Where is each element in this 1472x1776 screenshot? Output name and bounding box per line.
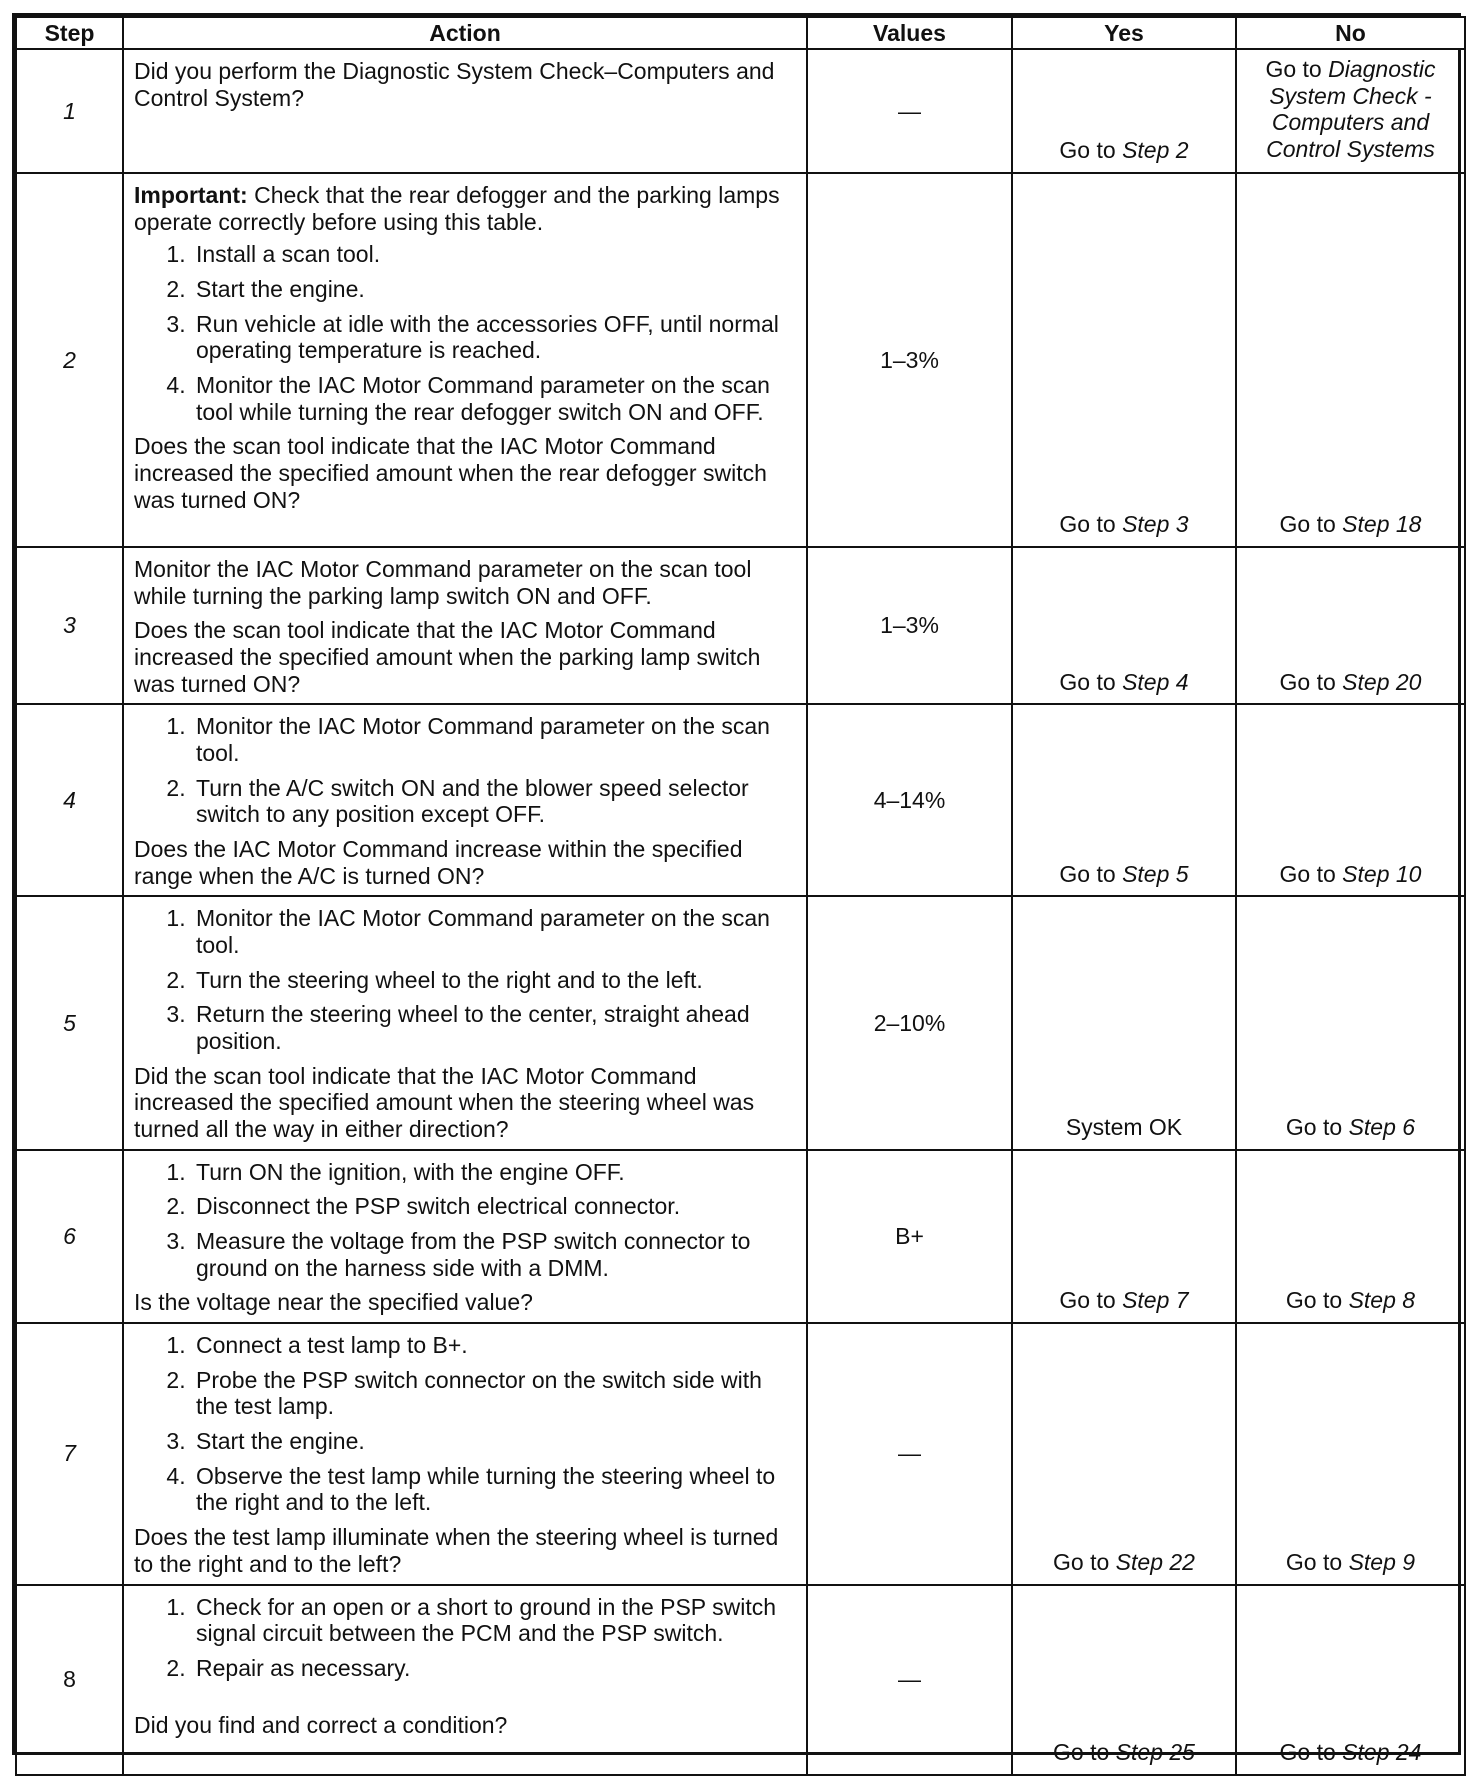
no-cell xyxy=(1236,1585,1465,1775)
no-cell xyxy=(1236,896,1465,1149)
header-no: No xyxy=(1236,17,1465,49)
step-number: 3 xyxy=(16,547,123,704)
no-prefix: Go to xyxy=(1285,1287,1349,1314)
header-row xyxy=(16,17,1465,49)
table-row xyxy=(16,1150,1465,1323)
yes-cell xyxy=(1012,1150,1236,1323)
no-cell xyxy=(1236,49,1465,173)
list-item: 2. Repair as necessary. xyxy=(192,1655,792,1682)
list-item: 2. Turn the A/C switch ON and the blower speed selector switch to any position except OFF. xyxy=(192,775,792,828)
no-cell xyxy=(1236,547,1465,704)
action-cell xyxy=(123,704,807,896)
list-item: 1. Monitor the IAC Motor Command parameter on the scan tool. xyxy=(192,713,792,766)
action-steps-list xyxy=(134,1159,792,1282)
no-prefix: Go to xyxy=(1279,1738,1343,1765)
yes-cell xyxy=(1012,1585,1236,1775)
table-row xyxy=(16,1585,1465,1775)
value-cell: — xyxy=(807,1323,1012,1584)
value-cell: — xyxy=(807,1585,1012,1775)
yes-step-link[interactable]: Step 5 xyxy=(1122,860,1189,887)
action-cell xyxy=(123,49,807,173)
diagnostic-table xyxy=(15,16,1466,1776)
step-number: 1 xyxy=(16,49,123,173)
value-cell: 1–3% xyxy=(807,173,1012,547)
action-cell xyxy=(123,896,807,1149)
list-item: 1. Connect a test lamp to B+. xyxy=(192,1332,792,1359)
list-item: 3. Return the steering wheel to the center, straight ahead position. xyxy=(192,1001,792,1054)
no-step-link[interactable]: Step 20 xyxy=(1342,668,1422,695)
action-question: Does the test lamp illuminate when the steering wheel is turned to the right and to the left? xyxy=(134,1524,779,1577)
yes-prefix: Go to xyxy=(1059,860,1123,887)
no-cell xyxy=(1236,1150,1465,1323)
yes-step-link[interactable]: Step 2 xyxy=(1122,137,1189,164)
no-step-link[interactable]: Step 6 xyxy=(1348,1114,1416,1141)
yes-cell xyxy=(1012,704,1236,896)
no-prefix: Go to xyxy=(1285,1114,1349,1141)
system-ok-text: System OK xyxy=(1065,1114,1183,1141)
action-intro: Monitor the IAC Motor Command parameter on the scan tool while turning the parking lamp switch ON and OFF. xyxy=(134,556,752,609)
header-action: Action xyxy=(123,17,807,49)
no-prefix: Go to xyxy=(1279,860,1343,887)
yes-step-link[interactable]: Step 25 xyxy=(1115,1738,1195,1765)
list-item: 2. Disconnect the PSP switch electrical connector. xyxy=(192,1193,792,1220)
header-step: Step xyxy=(16,17,123,49)
list-item: 1. Turn ON the ignition, with the engine OFF. xyxy=(192,1159,792,1186)
no-step-link[interactable]: Step 9 xyxy=(1348,1548,1416,1575)
no-cell xyxy=(1236,173,1465,547)
header-yes: Yes xyxy=(1012,17,1236,49)
important-note xyxy=(134,182,792,235)
yes-prefix: Go to xyxy=(1059,511,1123,538)
list-item: 3. Run vehicle at idle with the accessories OFF, until normal operating temperature is reached. xyxy=(192,311,792,364)
no-reference-link[interactable]: Diagnostic System Check - Computers and Control Systems xyxy=(1266,56,1436,163)
table-row xyxy=(16,49,1465,173)
no-cell xyxy=(1236,704,1465,896)
value-cell: B+ xyxy=(807,1150,1012,1323)
action-steps-list xyxy=(134,905,792,1054)
list-item: 1. Check for an open or a short to ground in the PSP switch signal circuit between the PCM and the PSP switch. xyxy=(192,1594,792,1647)
yes-prefix: Go to xyxy=(1059,1287,1123,1314)
no-step-link[interactable]: Step 8 xyxy=(1348,1287,1416,1314)
action-question: Is the voltage near the specified value? xyxy=(134,1289,533,1316)
yes-step-link[interactable]: Step 3 xyxy=(1122,511,1189,538)
header-values: Values xyxy=(807,17,1012,49)
action-cell xyxy=(123,1323,807,1584)
yes-cell xyxy=(1012,547,1236,704)
action-cell xyxy=(123,1585,807,1775)
value-cell: 2–10% xyxy=(807,896,1012,1149)
value-cell: 4–14% xyxy=(807,704,1012,896)
table-row xyxy=(16,1323,1465,1584)
step-number: 8 xyxy=(16,1585,123,1775)
action-steps-list xyxy=(134,241,792,425)
yes-step-link[interactable]: Step 22 xyxy=(1115,1548,1195,1575)
yes-step-link[interactable]: Step 7 xyxy=(1122,1287,1189,1314)
list-item: 2. Turn the steering wheel to the right and to the left. xyxy=(192,967,792,994)
important-text: Check that the rear defogger and the parking lamps operate correctly before using this table. xyxy=(134,182,780,235)
no-step-link[interactable]: Step 10 xyxy=(1342,860,1422,887)
step-number: 4 xyxy=(16,704,123,896)
action-intro: Did you perform the Diagnostic System Check–Computers and Control System? xyxy=(134,58,775,111)
diagnostic-table-sheet xyxy=(12,13,1461,1765)
no-cell xyxy=(1236,1323,1465,1584)
no-step-link[interactable]: Step 24 xyxy=(1342,1738,1422,1765)
no-prefix: Go to xyxy=(1279,668,1343,695)
table-row xyxy=(16,704,1465,896)
action-steps-list xyxy=(134,1594,792,1682)
list-item: 1. Monitor the IAC Motor Command parameter on the scan tool. xyxy=(192,905,792,958)
step-number: 5 xyxy=(16,896,123,1149)
yes-prefix: Go to xyxy=(1059,668,1123,695)
yes-prefix: Go to xyxy=(1053,1738,1116,1765)
list-item: 3. Start the engine. xyxy=(192,1428,792,1455)
action-steps-list xyxy=(134,713,792,828)
action-question: Does the scan tool indicate that the IAC Motor Command increased the specified amount when the parking lamp switch was turned ON? xyxy=(134,617,761,697)
list-item: 2. Start the engine. xyxy=(192,276,792,303)
list-item: 4. Monitor the IAC Motor Command parameter on the scan tool while turning the rear defogger switch ON and OFF. xyxy=(192,372,792,425)
value-cell: — xyxy=(807,49,1012,173)
important-label: Important: xyxy=(134,182,248,208)
yes-cell xyxy=(1012,49,1236,173)
step-number: 6 xyxy=(16,1150,123,1323)
yes-cell xyxy=(1012,1323,1236,1584)
table-row xyxy=(16,173,1465,547)
action-question: Did you find and correct a condition? xyxy=(134,1711,508,1738)
yes-cell xyxy=(1012,173,1236,547)
yes-prefix: Go to xyxy=(1053,1548,1116,1575)
list-item: 3. Measure the voltage from the PSP switch connector to ground on the harness side with a DMM. xyxy=(192,1228,792,1281)
action-cell xyxy=(123,1150,807,1323)
table-row xyxy=(16,896,1465,1149)
yes-prefix: Go to xyxy=(1059,137,1123,164)
no-step-link[interactable]: Step 18 xyxy=(1342,511,1422,538)
list-item: 1. Install a scan tool. xyxy=(192,241,792,268)
no-prefix: Go to xyxy=(1265,56,1329,82)
step-number: 7 xyxy=(16,1323,123,1584)
action-question: Does the IAC Motor Command increase within the specified range when the A/C is turned ON? xyxy=(134,836,743,889)
yes-step-link[interactable]: Step 4 xyxy=(1122,668,1189,695)
action-question: Does the scan tool indicate that the IAC Motor Command increased the specified amount when the rear defogger switch was turned ON? xyxy=(134,433,767,513)
yes-cell xyxy=(1012,896,1236,1149)
value-cell: 1–3% xyxy=(807,547,1012,704)
no-prefix: Go to xyxy=(1285,1548,1349,1575)
step-number: 2 xyxy=(16,173,123,547)
table-row xyxy=(16,547,1465,704)
action-question: Did the scan tool indicate that the IAC Motor Command increased the specified amount when the steering wheel was turned all the way in either direction? xyxy=(134,1062,755,1143)
action-steps-list xyxy=(134,1332,792,1516)
action-cell xyxy=(123,173,807,547)
no-prefix: Go to xyxy=(1279,511,1343,538)
list-item: 4. Observe the test lamp while turning the steering wheel to the right and to the left. xyxy=(192,1463,792,1516)
action-cell xyxy=(123,547,807,704)
list-item: 2. Probe the PSP switch connector on the switch side with the test lamp. xyxy=(192,1367,792,1420)
